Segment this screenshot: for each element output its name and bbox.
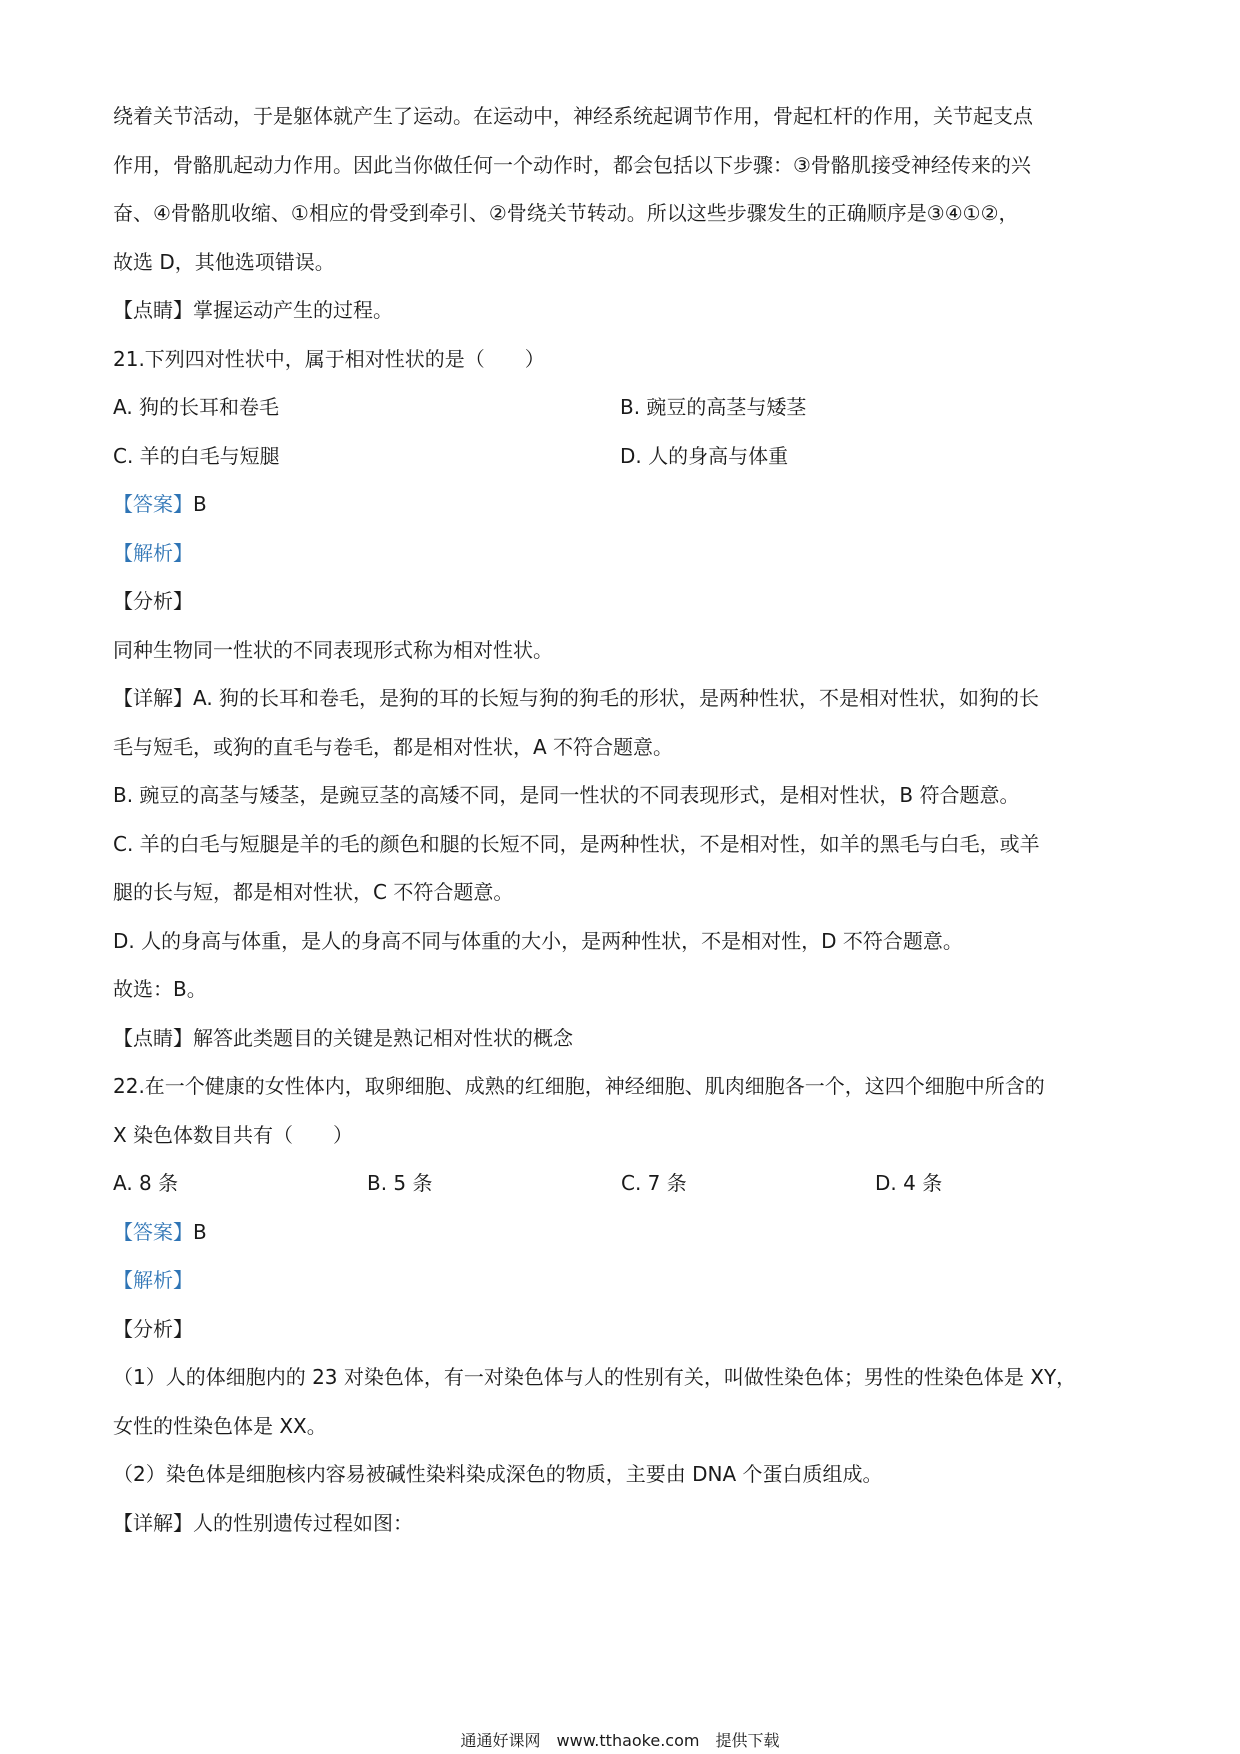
xiangjie-text: A. 狗的长耳和卷毛，是狗的耳的长短与狗的狗毛的形状，是两种性状，不是相对性状，如狗的长 [193, 686, 1040, 710]
q22-option-d: D. 4 条 [875, 1171, 943, 1195]
q22-option-b: B. 5 条 [367, 1171, 433, 1195]
answer-value: B [193, 1219, 207, 1244]
q22-option-c: C. 7 条 [621, 1171, 687, 1195]
q21-option-b: B. 豌豆的高茎与矮茎 [620, 395, 807, 419]
intro-line-4: 故选 D，其他选项错误。 [113, 249, 335, 274]
q21-xiangjie-line-7: 故选：B。 [113, 977, 207, 1001]
q21-options-row-2 [113, 432, 1133, 481]
page-footer: 通通好课网 www.tthaoke.com 提供下载 [460, 1731, 780, 1750]
q22-stem-line-2: X 染色体数目共有（ ） [113, 1122, 354, 1147]
answer-tag: 【答案】 [113, 492, 193, 516]
q22-options-row [113, 1159, 1133, 1208]
q21-stem: 21.下列四对性状中，属于相对性状的是（ ） [113, 346, 545, 371]
q22-jiexi-tag: 【解析】 [113, 1268, 193, 1292]
q21-xiangjie-line-2: 毛与短毛，或狗的直毛与卷毛，都是相对性状，A 不符合题意。 [113, 734, 674, 759]
answer-tag: 【答案】 [113, 1219, 193, 1244]
q22-option-a: A. 8 条 [113, 1171, 179, 1195]
q21-jiexi-tag: 【解析】 [113, 540, 193, 565]
q21-fenxi-tag: 【分析】 [113, 589, 193, 613]
document-page [113, 92, 1133, 1547]
q21-xiangjie-line-1 [113, 674, 1133, 723]
intro-line-2: 作用，骨骼肌起动力作用。因此当你做任何一个动作时，都会包括以下步骤：③骨骼肌接受神经传来的兴 [113, 152, 1031, 177]
q22-fenxi-line-3: （2）染色体是细胞核内容易被碱性染料染成深色的物质，主要由 DNA 个蛋白质组成。 [113, 1462, 883, 1486]
q21-options-row-1 [113, 383, 1133, 432]
q21-xiangjie-line-4: C. 羊的白毛与短腿是羊的毛的颜色和腿的长短不同，是两种性状，不是相对性，如羊的黑毛与白毛，或羊 [113, 831, 1040, 856]
dianjing-text: 解答此类题目的关键是熟记相对性状的概念 [193, 1025, 573, 1050]
q22-fenxi-tag: 【分析】 [113, 1316, 193, 1341]
q21-option-a: A. 狗的长耳和卷毛 [113, 395, 280, 419]
intro-line-3: 奋、④骨骼肌收缩、①相应的骨受到牵引、②骨绕关节转动。所以这些步骤发生的正确顺序是③④①②， [113, 201, 1019, 225]
q21-answer [113, 480, 1133, 529]
xiangjie-tag: 【详解】 [113, 1510, 193, 1535]
dianjing-tag: 【点睛】 [113, 1025, 193, 1050]
q22-fenxi-line-2: 女性的性染色体是 XX。 [113, 1413, 327, 1438]
q21-option-d: D. 人的身高与体重 [620, 443, 789, 468]
intro-dianjing [113, 286, 1133, 335]
q21-xiangjie-line-6: D. 人的身高与体重，是人的身高不同与体重的大小，是两种性状，不是相对性，D 不符合题意。 [113, 928, 963, 953]
q22-answer [113, 1208, 1133, 1257]
q21-fenxi-text: 同种生物同一性状的不同表现形式称为相对性状。 [113, 637, 553, 662]
intro-line-1: 绕着关节活动，于是躯体就产生了运动。在运动中，神经系统起调节作用，骨起杠杆的作用，关节起支点 [113, 104, 1033, 128]
answer-value: B [193, 492, 207, 516]
q22-fenxi-line-1: （1）人的体细胞内的 23 对染色体，有一对染色体与人的性别有关，叫做性染色体；男性的性染色体是 XY， [113, 1365, 1077, 1389]
q21-xiangjie-line-5: 腿的长与短，都是相对性状，C 不符合题意。 [113, 880, 514, 904]
dianjing-tag: 【点睛】 [113, 298, 193, 322]
q22-xiangjie [113, 1499, 1133, 1548]
q21-option-c: C. 羊的白毛与短腿 [113, 443, 280, 468]
q21-dianjing [113, 1014, 1133, 1063]
q22-stem-line-1: 22.在一个健康的女性体内，取卵细胞、成熟的红细胞，神经细胞、肌肉细胞各一个，这四个细胞中所含的 [113, 1074, 1045, 1098]
xiangjie-text: 人的性别遗传过程如图： [193, 1510, 413, 1535]
q21-xiangjie-line-3: B. 豌豆的高茎与矮茎，是豌豆茎的高矮不同，是同一性状的不同表现形式，是相对性状，B 符合题意。 [113, 783, 1020, 807]
xiangjie-tag: 【详解】 [113, 686, 193, 710]
dianjing-text: 掌握运动产生的过程。 [193, 298, 393, 322]
